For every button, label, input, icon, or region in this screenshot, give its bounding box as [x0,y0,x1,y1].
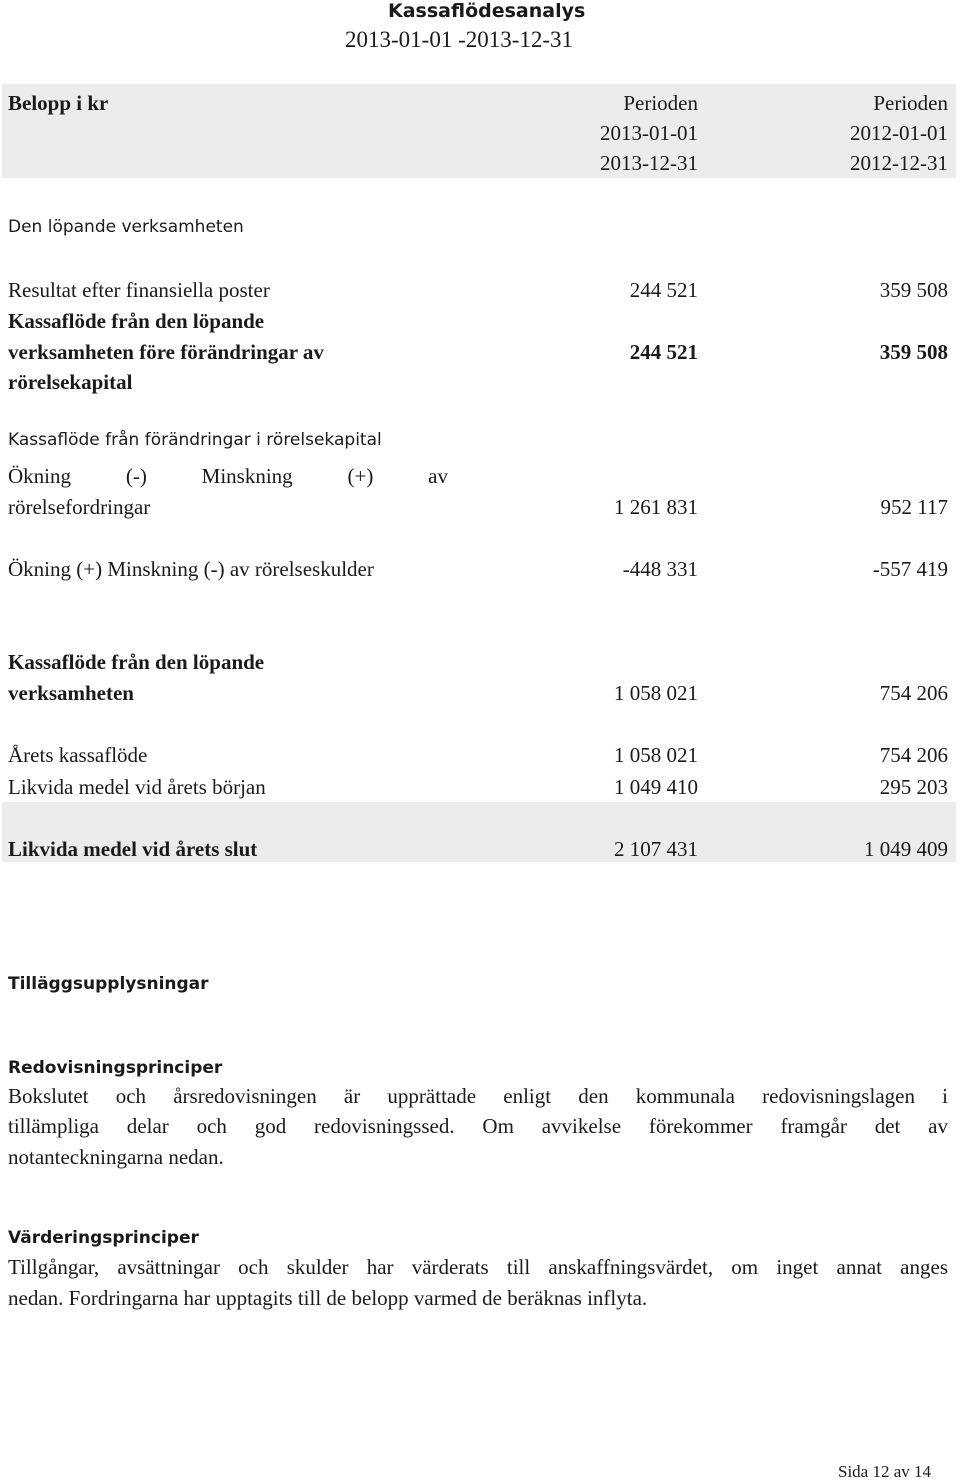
row-year-cashflow-label: Årets kassaflöde [8,743,148,767]
accounting-principles-line1: Bokslutet och årsredovisningen är upprättade enligt den kommunala redovisningslagen i [8,1084,948,1108]
page-number: Sida 12 av 14 [838,1462,932,1481]
row-before-wc-label-line2: verksamheten före förändringar av [8,340,324,364]
row-cash-end-2013: 2 107 431 [614,837,698,861]
accounting-principles-line3: notanteckningarna nedan. [8,1145,224,1169]
section-working-capital-heading: Kassaflöde från förändringar i rörelsekapital [8,430,382,450]
col2-header-line3: 2012-12-31 [850,151,948,175]
col2-header-line1: Perioden [873,91,948,115]
col1-header-line3: 2013-12-31 [600,151,698,175]
valuation-principles-line1: Tillgångar, avsättningar och skulder har värderats till anskaffningsvärdet, om inget annat anges [8,1255,948,1279]
accounting-principles-heading: Redovisningsprinciper [8,1058,223,1078]
col2-header-line2: 2012-01-01 [850,121,948,145]
row-before-wc-label-line1: Kassaflöde från den löpande [8,309,265,333]
row-operating-total-2012: 754 206 [879,681,948,705]
row-cash-end-label: Likvida medel vid årets slut [8,837,258,861]
row-year-cashflow-2012: 754 206 [879,743,948,767]
row-cash-start-label: Likvida medel vid årets början [8,775,266,799]
row-receivables-label-line1: Ökning (-) Minskning (+) av [8,464,448,488]
row-payables-2013: -448 331 [622,557,698,581]
accounting-principles-line2: tillämpliga delar och god redovisningssed. Om avvikelse förekommer framgår det av [8,1114,948,1138]
row-before-wc-label-line3: rörelsekapital [8,370,133,394]
row-result-2013: 244 521 [629,278,698,302]
row-payables-label: Ökning (+) Minskning (-) av rörelseskulder [8,557,374,581]
row-receivables-2012: 952 117 [880,495,948,519]
row-result-label: Resultat efter finansiella poster [8,278,270,302]
row-operating-total-2013: 1 058 021 [614,681,698,705]
row-payables-2012: -557 419 [872,557,948,581]
amount-unit-label: Belopp i kr [8,91,109,115]
row-operating-total-label-line1: Kassaflöde från den löpande [8,650,265,674]
page-title: Kassaflödesanalys [388,0,586,22]
row-result-2012: 359 508 [879,278,948,302]
row-receivables-2013: 1 261 831 [614,495,698,519]
row-cash-end-2012: 1 049 409 [864,837,948,861]
col1-header-line1: Perioden [623,91,698,115]
valuation-principles-line2: nedan. Fordringarna har upptagits till de belopp varmed de beräknas inflyta. [8,1286,648,1310]
col1-header-line2: 2013-01-01 [600,121,698,145]
report-period: 2013-01-01 -2013-12-31 [345,27,574,52]
valuation-principles-heading: Värderingsprinciper [8,1228,199,1248]
row-year-cashflow-2013: 1 058 021 [614,743,698,767]
row-before-wc-2013: 244 521 [629,340,698,364]
row-cash-start-2013: 1 049 410 [614,775,698,799]
section-operating-heading: Den löpande verksamheten [8,217,244,237]
notes-heading: Tilläggsupplysningar [8,974,209,994]
row-operating-total-label-line2: verksamheten [8,681,134,705]
row-receivables-label-line2: rörelsefordringar [8,495,151,519]
row-before-wc-2012: 359 508 [879,340,948,364]
row-cash-start-2012: 295 203 [879,775,948,799]
